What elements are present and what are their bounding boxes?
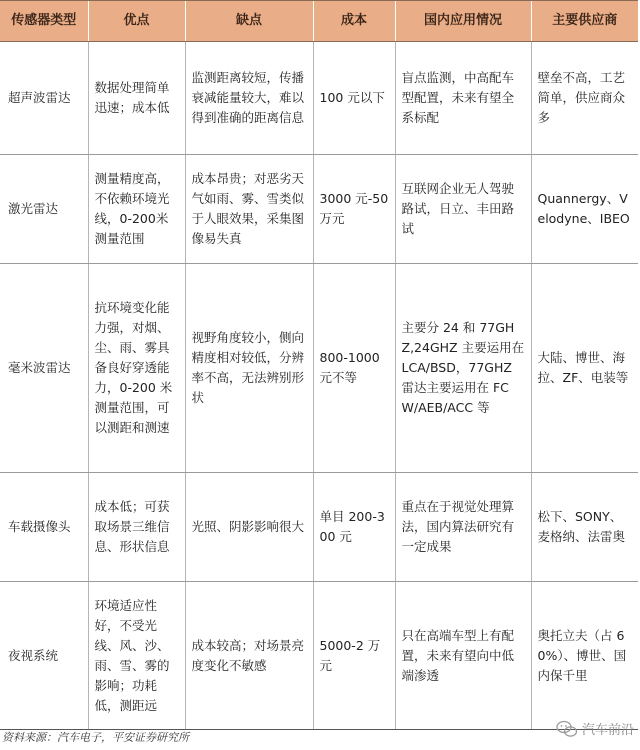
header-sensor-type: 传感器类型 [0, 1, 88, 42]
cell-sensor-type: 激光雷达 [0, 155, 88, 264]
cell-domestic-usage: 盲点监测，中高配车型配置，未来有望全系标配 [395, 42, 531, 155]
cell-cost: 5000-2 万元 [313, 582, 395, 730]
wechat-icon [556, 720, 578, 738]
cell-cost: 800-1000 元不等 [313, 264, 395, 473]
header-suppliers: 主要供应商 [531, 1, 638, 42]
watermark-text: 汽车前沿 [581, 723, 634, 738]
header-cost: 成本 [313, 1, 395, 42]
table-row [0, 42, 638, 155]
cell-pros: 抗环境变化能力强，对烟、尘、雨、雾具备良好穿透能力，0-200 米测量范围，可以测距和测速 [88, 264, 185, 473]
cell-pros: 数据处理简单迅速；成本低 [88, 42, 185, 155]
cell-pros: 测量精度高，不依赖环境光线，0-200米测量范围 [88, 155, 185, 264]
cell-domestic-usage: 互联网企业无人驾驶路试，日立、丰田路试 [395, 155, 531, 264]
table-row [0, 155, 638, 264]
cell-pros: 成本低；可获取场景三维信息、形状信息 [88, 473, 185, 582]
cell-domestic-usage: 只在高端车型上有配置，未来有望向中低端渗透 [395, 582, 531, 730]
cell-sensor-type: 超声波雷达 [0, 42, 88, 155]
cell-suppliers: 奥托立夫（占 60%）、博世、国内保千里 [531, 582, 638, 730]
table-row [0, 264, 638, 473]
cell-cost: 单目 200-300 元 [313, 473, 395, 582]
cell-domestic-usage: 重点在于视觉处理算法，国内算法研究有一定成果 [395, 473, 531, 582]
cell-cons: 监测距离较短，传播衰减能量较大，难以得到准确的距离信息 [185, 42, 313, 155]
cell-cost: 100 元以下 [313, 42, 395, 155]
cell-sensor-type: 毫米波雷达 [0, 264, 88, 473]
source-note: 资料来源：汽车电子，平安证券研究所 [2, 731, 189, 744]
cell-suppliers: 松下、SONY、麦格纳、法雷奥 [531, 473, 638, 582]
cell-domestic-usage: 主要分 24 和 77GHZ,24GHZ 主要运用在 LCA/BSD，77GHZ 雷达主要运用在 FCW/AEB/ACC 等 [395, 264, 531, 473]
table-row [0, 582, 638, 730]
header-domestic-usage: 国内应用情况 [395, 1, 531, 42]
cell-cons: 成本昂贵；对恶劣天气如雨、雾、雪类似于人眼效果，采集图像易失真 [185, 155, 313, 264]
cell-sensor-type: 车载摄像头 [0, 473, 88, 582]
table-header-row [0, 1, 638, 42]
header-pros: 优点 [88, 1, 185, 42]
header-cons: 缺点 [185, 1, 313, 42]
cell-pros: 环境适应性好，不受光线、风、沙、雨、雪、雾的影响；功耗低，测距远 [88, 582, 185, 730]
cell-sensor-type: 夜视系统 [0, 582, 88, 730]
cell-cons: 光照、阴影影响很大 [185, 473, 313, 582]
cell-cons: 成本较高；对场景亮度变化不敏感 [185, 582, 313, 730]
table-row [0, 473, 638, 582]
cell-suppliers: 大陆、博世、海拉、ZF、电装等 [531, 264, 638, 473]
cell-cost: 3000 元-50 万元 [313, 155, 395, 264]
cell-suppliers: 壁垒不高，工艺简单，供应商众多 [531, 42, 638, 155]
cell-suppliers: Quannergy、Velodyne、IBEO [531, 155, 638, 264]
cell-cons: 视野角度较小，侧向精度相对较低，分辨率不高，无法辨别形状 [185, 264, 313, 473]
watermark [556, 719, 634, 738]
